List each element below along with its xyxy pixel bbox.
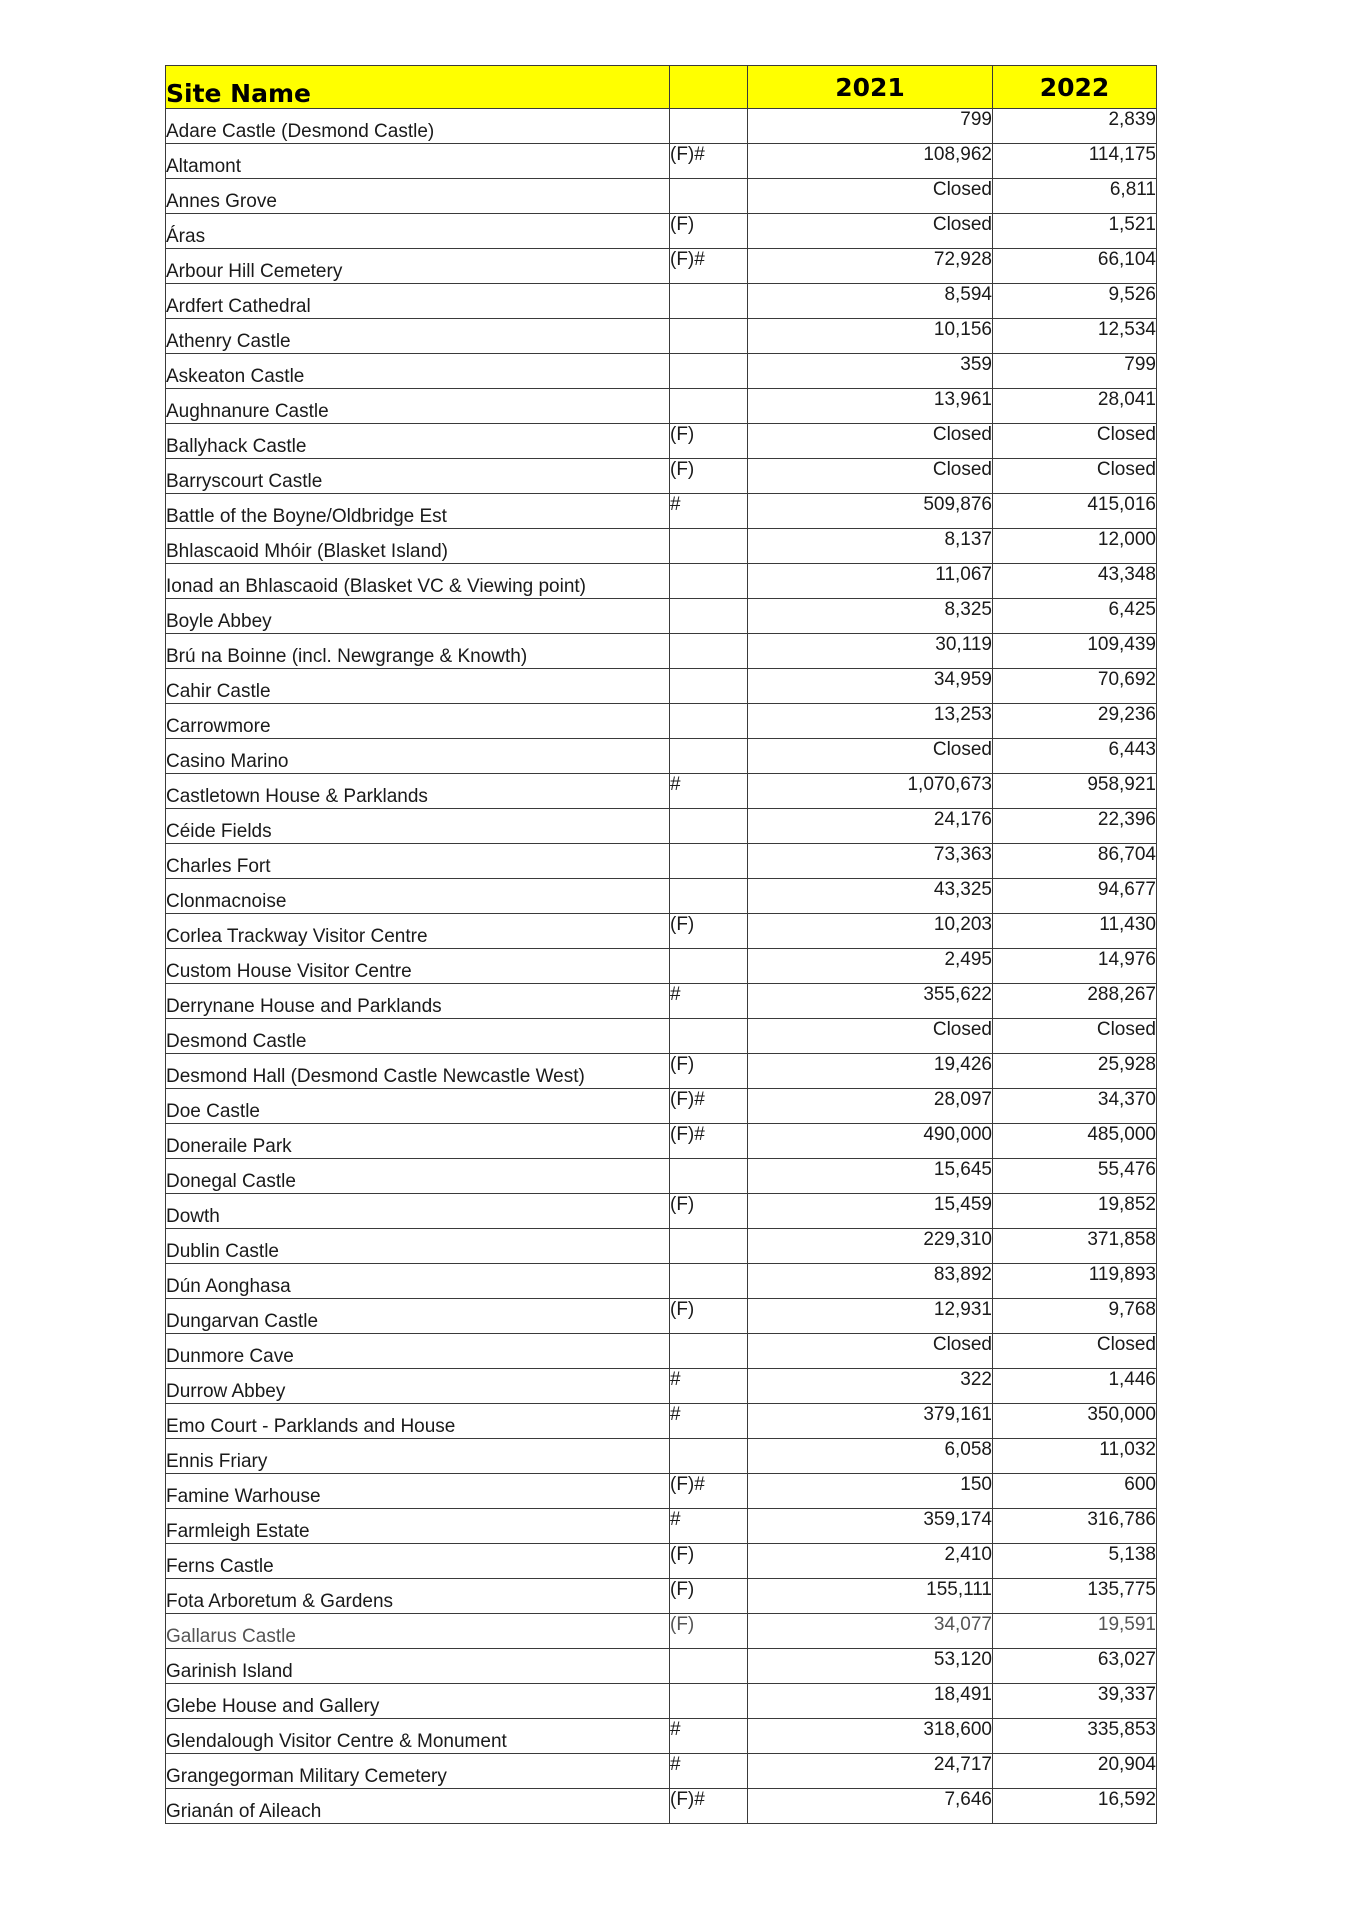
visitors-2021-cell: 83,892 (748, 1264, 993, 1299)
table-row (166, 1054, 1157, 1089)
visitors-2021-cell: Closed (748, 179, 993, 214)
flag-cell: # (670, 494, 748, 529)
site-name-cell: Glendalough Visitor Centre & Monument (166, 1719, 670, 1754)
visitors-2022-cell: Closed (993, 459, 1157, 494)
table-row (166, 1194, 1157, 1229)
flag-cell: (F)# (670, 1474, 748, 1509)
flag-cell: # (670, 1404, 748, 1439)
visitors-2021-cell: 72,928 (748, 249, 993, 284)
visitors-2022-cell: 288,267 (993, 984, 1157, 1019)
flag-cell: (F) (670, 1544, 748, 1579)
flag-cell (670, 634, 748, 669)
visitors-2022-cell: 12,534 (993, 319, 1157, 354)
visitors-2022-cell: 55,476 (993, 1159, 1157, 1194)
visitors-2021-cell: 13,961 (748, 389, 993, 424)
visitors-2021-cell: 355,622 (748, 984, 993, 1019)
table-row (166, 1089, 1157, 1124)
site-name-cell: Charles Fort (166, 844, 670, 879)
visitors-2021-cell: 6,058 (748, 1439, 993, 1474)
visitors-2022-cell: 371,858 (993, 1229, 1157, 1264)
table-row (166, 914, 1157, 949)
site-name-cell: Boyle Abbey (166, 599, 670, 634)
visitors-2022-cell: 1,446 (993, 1369, 1157, 1404)
visitors-2021-cell: 28,097 (748, 1089, 993, 1124)
table-row (166, 809, 1157, 844)
flag-cell (670, 284, 748, 319)
flag-cell (670, 599, 748, 634)
flag-cell: (F) (670, 1054, 748, 1089)
site-name-cell: Ionad an Bhlascaoid (Blasket VC & Viewing point) (166, 564, 670, 599)
flag-cell (670, 529, 748, 564)
visitors-2022-cell: 119,893 (993, 1264, 1157, 1299)
site-name-cell: Donegal Castle (166, 1159, 670, 1194)
site-name-cell: Famine Warhouse (166, 1474, 670, 1509)
flag-cell (670, 354, 748, 389)
site-name-cell: Bhlascaoid Mhóir (Blasket Island) (166, 529, 670, 564)
visitors-2021-cell: Closed (748, 1334, 993, 1369)
site-name-cell: Emo Court - Parklands and House (166, 1404, 670, 1439)
table-row (166, 1299, 1157, 1334)
flag-cell (670, 179, 748, 214)
visitors-2021-cell: 318,600 (748, 1719, 993, 1754)
site-name-cell: Castletown House & Parklands (166, 774, 670, 809)
flag-cell: (F) (670, 424, 748, 459)
table-row (166, 949, 1157, 984)
visitors-2021-cell: 10,156 (748, 319, 993, 354)
site-name-cell: Arbour Hill Cemetery (166, 249, 670, 284)
site-name-cell: Cahir Castle (166, 669, 670, 704)
visitors-2022-cell: 11,430 (993, 914, 1157, 949)
site-name-cell: Garinish Island (166, 1649, 670, 1684)
visitors-2021-cell: 229,310 (748, 1229, 993, 1264)
flag-cell: # (670, 1719, 748, 1754)
site-name-cell: Barryscourt Castle (166, 459, 670, 494)
table-row (166, 669, 1157, 704)
visitors-2021-cell: 8,137 (748, 529, 993, 564)
site-name-cell: Ennis Friary (166, 1439, 670, 1474)
visitors-2021-cell: 24,176 (748, 809, 993, 844)
site-name-cell: Céide Fields (166, 809, 670, 844)
visitors-2021-cell: 8,325 (748, 599, 993, 634)
visitors-2021-cell: 8,594 (748, 284, 993, 319)
flag-cell (670, 669, 748, 704)
flag-cell (670, 564, 748, 599)
visitors-2022-cell: 415,016 (993, 494, 1157, 529)
table-row (166, 564, 1157, 599)
site-name-cell: Brú na Boinne (incl. Newgrange & Knowth) (166, 634, 670, 669)
table-row (166, 1264, 1157, 1299)
header-flag (670, 66, 748, 109)
visitors-2022-cell: 485,000 (993, 1124, 1157, 1159)
table-row (166, 1614, 1157, 1649)
visitors-2022-cell: 600 (993, 1474, 1157, 1509)
visitors-2022-cell: Closed (993, 1334, 1157, 1369)
visitors-2022-cell: 14,976 (993, 949, 1157, 984)
table-row (166, 1404, 1157, 1439)
table-row (166, 844, 1157, 879)
visitors-2022-cell: 109,439 (993, 634, 1157, 669)
visitors-2022-cell: 12,000 (993, 529, 1157, 564)
table-row (166, 354, 1157, 389)
flag-cell: (F) (670, 1299, 748, 1334)
site-name-cell: Ardfert Cathedral (166, 284, 670, 319)
visitors-2022-cell: 958,921 (993, 774, 1157, 809)
table-row (166, 424, 1157, 459)
visitors-2022-cell: 16,592 (993, 1789, 1157, 1824)
visitors-2022-cell: Closed (993, 1019, 1157, 1054)
visitors-2022-cell: 799 (993, 354, 1157, 389)
site-name-cell: Doneraile Park (166, 1124, 670, 1159)
site-name-cell: Glebe House and Gallery (166, 1684, 670, 1719)
visitors-2022-cell: 86,704 (993, 844, 1157, 879)
flag-cell: (F) (670, 1614, 748, 1649)
table-row (166, 284, 1157, 319)
header-2022: 2022 (993, 66, 1157, 109)
visitors-2021-cell: 34,959 (748, 669, 993, 704)
flag-cell: # (670, 984, 748, 1019)
visitors-2022-cell: 19,852 (993, 1194, 1157, 1229)
site-name-cell: Desmond Hall (Desmond Castle Newcastle West) (166, 1054, 670, 1089)
visitors-2022-cell: 28,041 (993, 389, 1157, 424)
visitors-2021-cell: Closed (748, 214, 993, 249)
table-row (166, 1754, 1157, 1789)
visitors-2022-cell: 22,396 (993, 809, 1157, 844)
flag-cell (670, 879, 748, 914)
table-header-row (166, 66, 1157, 109)
visitors-2022-cell: 2,839 (993, 109, 1157, 144)
visitors-2022-cell: 114,175 (993, 144, 1157, 179)
flag-cell: # (670, 1369, 748, 1404)
visitors-2021-cell: 30,119 (748, 634, 993, 669)
visitors-2022-cell: 316,786 (993, 1509, 1157, 1544)
visitors-2021-cell: 799 (748, 109, 993, 144)
visitors-2022-cell: 63,027 (993, 1649, 1157, 1684)
visitors-2022-cell: 9,768 (993, 1299, 1157, 1334)
flag-cell (670, 1264, 748, 1299)
visitors-2021-cell: 34,077 (748, 1614, 993, 1649)
table-row (166, 494, 1157, 529)
table-row (166, 459, 1157, 494)
visitors-2021-cell: 379,161 (748, 1404, 993, 1439)
table-row (166, 529, 1157, 564)
visitors-2021-cell: Closed (748, 1019, 993, 1054)
table-row (166, 634, 1157, 669)
flag-cell: (F) (670, 914, 748, 949)
table-row (166, 1159, 1157, 1194)
table-row (166, 1649, 1157, 1684)
table-row (166, 704, 1157, 739)
flag-cell (670, 949, 748, 984)
flag-cell: (F) (670, 1579, 748, 1614)
visitors-2022-cell: 94,677 (993, 879, 1157, 914)
site-name-cell: Áras (166, 214, 670, 249)
visitors-2021-cell: 108,962 (748, 144, 993, 179)
visitors-2022-cell: 335,853 (993, 1719, 1157, 1754)
visitors-2022-cell: 11,032 (993, 1439, 1157, 1474)
table-row (166, 1579, 1157, 1614)
table-row (166, 1334, 1157, 1369)
flag-cell (670, 1159, 748, 1194)
table-row (166, 144, 1157, 179)
visitors-2022-cell: 9,526 (993, 284, 1157, 319)
table-row (166, 1229, 1157, 1264)
visitors-2022-cell: 29,236 (993, 704, 1157, 739)
visitors-2022-cell: 34,370 (993, 1089, 1157, 1124)
flag-cell (670, 1019, 748, 1054)
visitors-2021-cell: 322 (748, 1369, 993, 1404)
table-row (166, 984, 1157, 1019)
site-name-cell: Custom House Visitor Centre (166, 949, 670, 984)
visitors-2021-cell: 18,491 (748, 1684, 993, 1719)
site-name-cell: Gallarus Castle (166, 1614, 670, 1649)
visitors-2022-cell: 6,443 (993, 739, 1157, 774)
visitors-2021-cell: 7,646 (748, 1789, 993, 1824)
flag-cell (670, 389, 748, 424)
flag-cell: (F)# (670, 1089, 748, 1124)
table-row (166, 1509, 1157, 1544)
visitors-2021-cell: 155,111 (748, 1579, 993, 1614)
site-name-cell: Fota Arboretum & Gardens (166, 1579, 670, 1614)
site-name-cell: Corlea Trackway Visitor Centre (166, 914, 670, 949)
site-name-cell: Dungarvan Castle (166, 1299, 670, 1334)
flag-cell (670, 1684, 748, 1719)
visitors-2021-cell: 359,174 (748, 1509, 993, 1544)
visitors-2021-cell: 43,325 (748, 879, 993, 914)
site-name-cell: Dowth (166, 1194, 670, 1229)
visitors-2021-cell: 2,495 (748, 949, 993, 984)
flag-cell: (F)# (670, 249, 748, 284)
table-row (166, 109, 1157, 144)
flag-cell: (F)# (670, 1124, 748, 1159)
visitors-2021-cell: 13,253 (748, 704, 993, 739)
flag-cell (670, 739, 748, 774)
flag-cell (670, 1229, 748, 1264)
visitors-2021-cell: Closed (748, 459, 993, 494)
visitors-2021-cell: 359 (748, 354, 993, 389)
flag-cell (670, 1439, 748, 1474)
flag-cell (670, 809, 748, 844)
visitors-2022-cell: 66,104 (993, 249, 1157, 284)
visitors-2021-cell: 2,410 (748, 1544, 993, 1579)
visitors-2021-cell: 509,876 (748, 494, 993, 529)
visitors-2022-cell: 39,337 (993, 1684, 1157, 1719)
table-row (166, 1544, 1157, 1579)
site-name-cell: Askeaton Castle (166, 354, 670, 389)
visitors-2021-cell: 490,000 (748, 1124, 993, 1159)
visitors-2021-cell: 10,203 (748, 914, 993, 949)
visitors-2021-cell: Closed (748, 739, 993, 774)
table-row (166, 319, 1157, 354)
visitors-2022-cell: 5,138 (993, 1544, 1157, 1579)
flag-cell (670, 844, 748, 879)
visitors-2022-cell: 135,775 (993, 1579, 1157, 1614)
visitors-2022-cell: 1,521 (993, 214, 1157, 249)
site-name-cell: Dunmore Cave (166, 1334, 670, 1369)
site-name-cell: Doe Castle (166, 1089, 670, 1124)
visitors-2022-cell: 43,348 (993, 564, 1157, 599)
visitors-2021-cell: 150 (748, 1474, 993, 1509)
flag-cell: # (670, 1509, 748, 1544)
table-body (166, 109, 1157, 1824)
table-row (166, 389, 1157, 424)
visitors-2021-cell: 12,931 (748, 1299, 993, 1334)
table-row (166, 1719, 1157, 1754)
visitors-2022-cell: 19,591 (993, 1614, 1157, 1649)
visitors-2021-cell: 24,717 (748, 1754, 993, 1789)
site-name-cell: Ballyhack Castle (166, 424, 670, 459)
site-name-cell: Derrynane House and Parklands (166, 984, 670, 1019)
table-row (166, 1439, 1157, 1474)
site-name-cell: Ferns Castle (166, 1544, 670, 1579)
visitors-2021-cell: 15,459 (748, 1194, 993, 1229)
table-row (166, 739, 1157, 774)
visitors-2022-cell: 350,000 (993, 1404, 1157, 1439)
table-row (166, 599, 1157, 634)
visitors-2022-cell: 6,811 (993, 179, 1157, 214)
site-name-cell: Altamont (166, 144, 670, 179)
table-row (166, 1369, 1157, 1404)
flag-cell: # (670, 774, 748, 809)
site-name-cell: Adare Castle (Desmond Castle) (166, 109, 670, 144)
flag-cell (670, 704, 748, 739)
table-row (166, 1124, 1157, 1159)
site-name-cell: Carrowmore (166, 704, 670, 739)
table-row (166, 214, 1157, 249)
visitors-2021-cell: 73,363 (748, 844, 993, 879)
flag-cell (670, 109, 748, 144)
table-row (166, 1474, 1157, 1509)
visitors-2022-cell: Closed (993, 424, 1157, 459)
site-name-cell: Clonmacnoise (166, 879, 670, 914)
flag-cell: (F) (670, 1194, 748, 1229)
header-site-name: Site Name (166, 66, 670, 109)
visitors-2021-cell: 19,426 (748, 1054, 993, 1089)
site-name-cell: Dublin Castle (166, 1229, 670, 1264)
visitors-2021-cell: Closed (748, 424, 993, 459)
site-name-cell: Battle of the Boyne/Oldbridge Est (166, 494, 670, 529)
site-name-cell: Athenry Castle (166, 319, 670, 354)
site-name-cell: Casino Marino (166, 739, 670, 774)
visitors-2022-cell: 6,425 (993, 599, 1157, 634)
flag-cell: (F)# (670, 144, 748, 179)
flag-cell (670, 319, 748, 354)
flag-cell: (F) (670, 214, 748, 249)
site-name-cell: Dún Aonghasa (166, 1264, 670, 1299)
visitors-2021-cell: 15,645 (748, 1159, 993, 1194)
flag-cell (670, 1649, 748, 1684)
site-name-cell: Farmleigh Estate (166, 1509, 670, 1544)
site-name-cell: Desmond Castle (166, 1019, 670, 1054)
visitor-numbers-table (165, 65, 1157, 1824)
table-row (166, 249, 1157, 284)
visitors-2021-cell: 1,070,673 (748, 774, 993, 809)
site-name-cell: Aughnanure Castle (166, 389, 670, 424)
visitors-2022-cell: 20,904 (993, 1754, 1157, 1789)
table-row (166, 179, 1157, 214)
visitors-2022-cell: 70,692 (993, 669, 1157, 704)
site-name-cell: Grangegorman Military Cemetery (166, 1754, 670, 1789)
visitors-2021-cell: 11,067 (748, 564, 993, 599)
visitors-2022-cell: 25,928 (993, 1054, 1157, 1089)
flag-cell: (F) (670, 459, 748, 494)
flag-cell: # (670, 1754, 748, 1789)
flag-cell (670, 1334, 748, 1369)
table-row (166, 1019, 1157, 1054)
site-name-cell: Grianán of Aileach (166, 1789, 670, 1824)
visitors-2021-cell: 53,120 (748, 1649, 993, 1684)
table-row (166, 1684, 1157, 1719)
flag-cell: (F)# (670, 1789, 748, 1824)
header-2021: 2021 (748, 66, 993, 109)
site-name-cell: Durrow Abbey (166, 1369, 670, 1404)
table-row (166, 879, 1157, 914)
table-row (166, 1789, 1157, 1824)
table-row (166, 774, 1157, 809)
site-name-cell: Annes Grove (166, 179, 670, 214)
